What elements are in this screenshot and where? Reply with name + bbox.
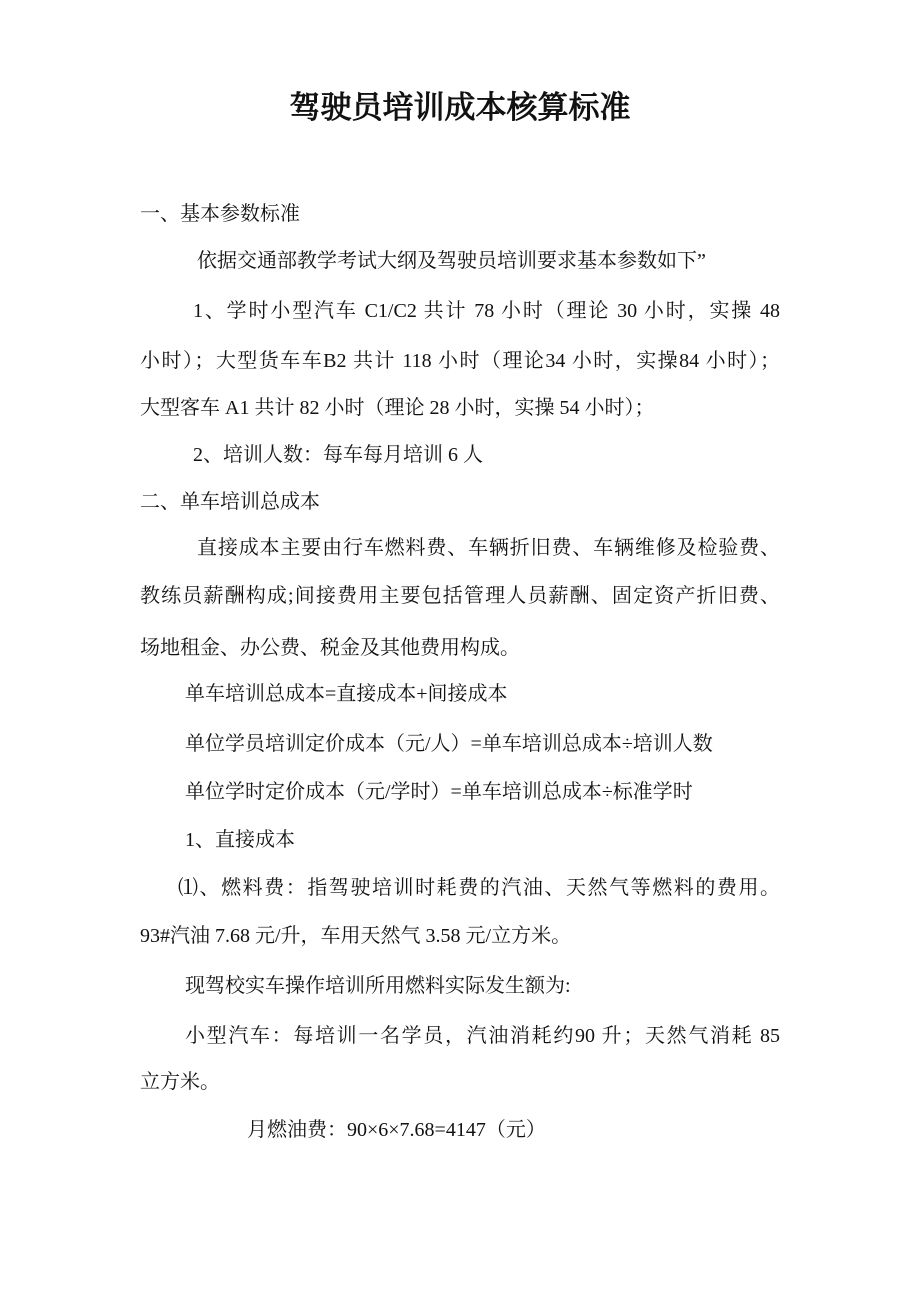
section-heading-total-cost: 二、单车培训总成本 xyxy=(140,491,320,513)
paragraph: 教练员薪酬构成;间接费用主要包括管理人员薪酬、固定资产折旧费、 xyxy=(140,585,780,607)
paragraph: 直接成本主要由行车燃料费、车辆折旧费、车辆维修及检验费、 xyxy=(197,537,780,559)
formula: 月燃油费：90×6×7.68=4147（元） xyxy=(247,1119,546,1141)
paragraph: 大型客车 A1 共计 82 小时（理论 28 小时，实操 54 小时）； xyxy=(140,397,655,419)
paragraph: 93#汽油 7.68 元/升，车用天然气 3.58 元/立方米。 xyxy=(140,925,572,947)
document-title: 驾驶员培训成本核算标准 xyxy=(289,90,631,125)
paragraph: 2、培训人数：每车每月培训 6 人 xyxy=(193,444,483,466)
paragraph: 场地租金、办公费、税金及其他费用构成。 xyxy=(140,637,520,659)
subheading-direct-cost: 1、直接成本 xyxy=(185,829,295,851)
paragraph: 小型汽车：每培训一名学员，汽油消耗约90 升；天然气消耗 85 xyxy=(185,1025,780,1047)
paragraph: 小时）；大型货车车B2 共计 118 小时（理论34 小时，实操84 小时）； xyxy=(140,350,780,372)
section-heading-basic-params: 一、基本参数标准 xyxy=(140,203,300,225)
paragraph: ⑴、燃料费：指驾驶培训时耗费的汽油、天然气等燃料的费用。 xyxy=(178,877,780,899)
paragraph: 1、学时小型汽车 C1/C2 共计 78 小时（理论 30 小时，实操 48 xyxy=(193,300,780,322)
formula: 单位学员培训定价成本（元/人）=单车培训总成本÷培训人数 xyxy=(185,733,713,755)
paragraph: 现驾校实车操作培训所用燃料实际发生额为: xyxy=(185,975,571,997)
paragraph: 立方米。 xyxy=(140,1071,220,1093)
formula: 单车培训总成本=直接成本+间接成本 xyxy=(185,683,508,705)
paragraph: 依据交通部教学考试大纲及驾驶员培训要求基本参数如下” xyxy=(197,250,706,272)
formula: 单位学时定价成本（元/学时）=单车培训总成本÷标准学时 xyxy=(185,781,693,803)
